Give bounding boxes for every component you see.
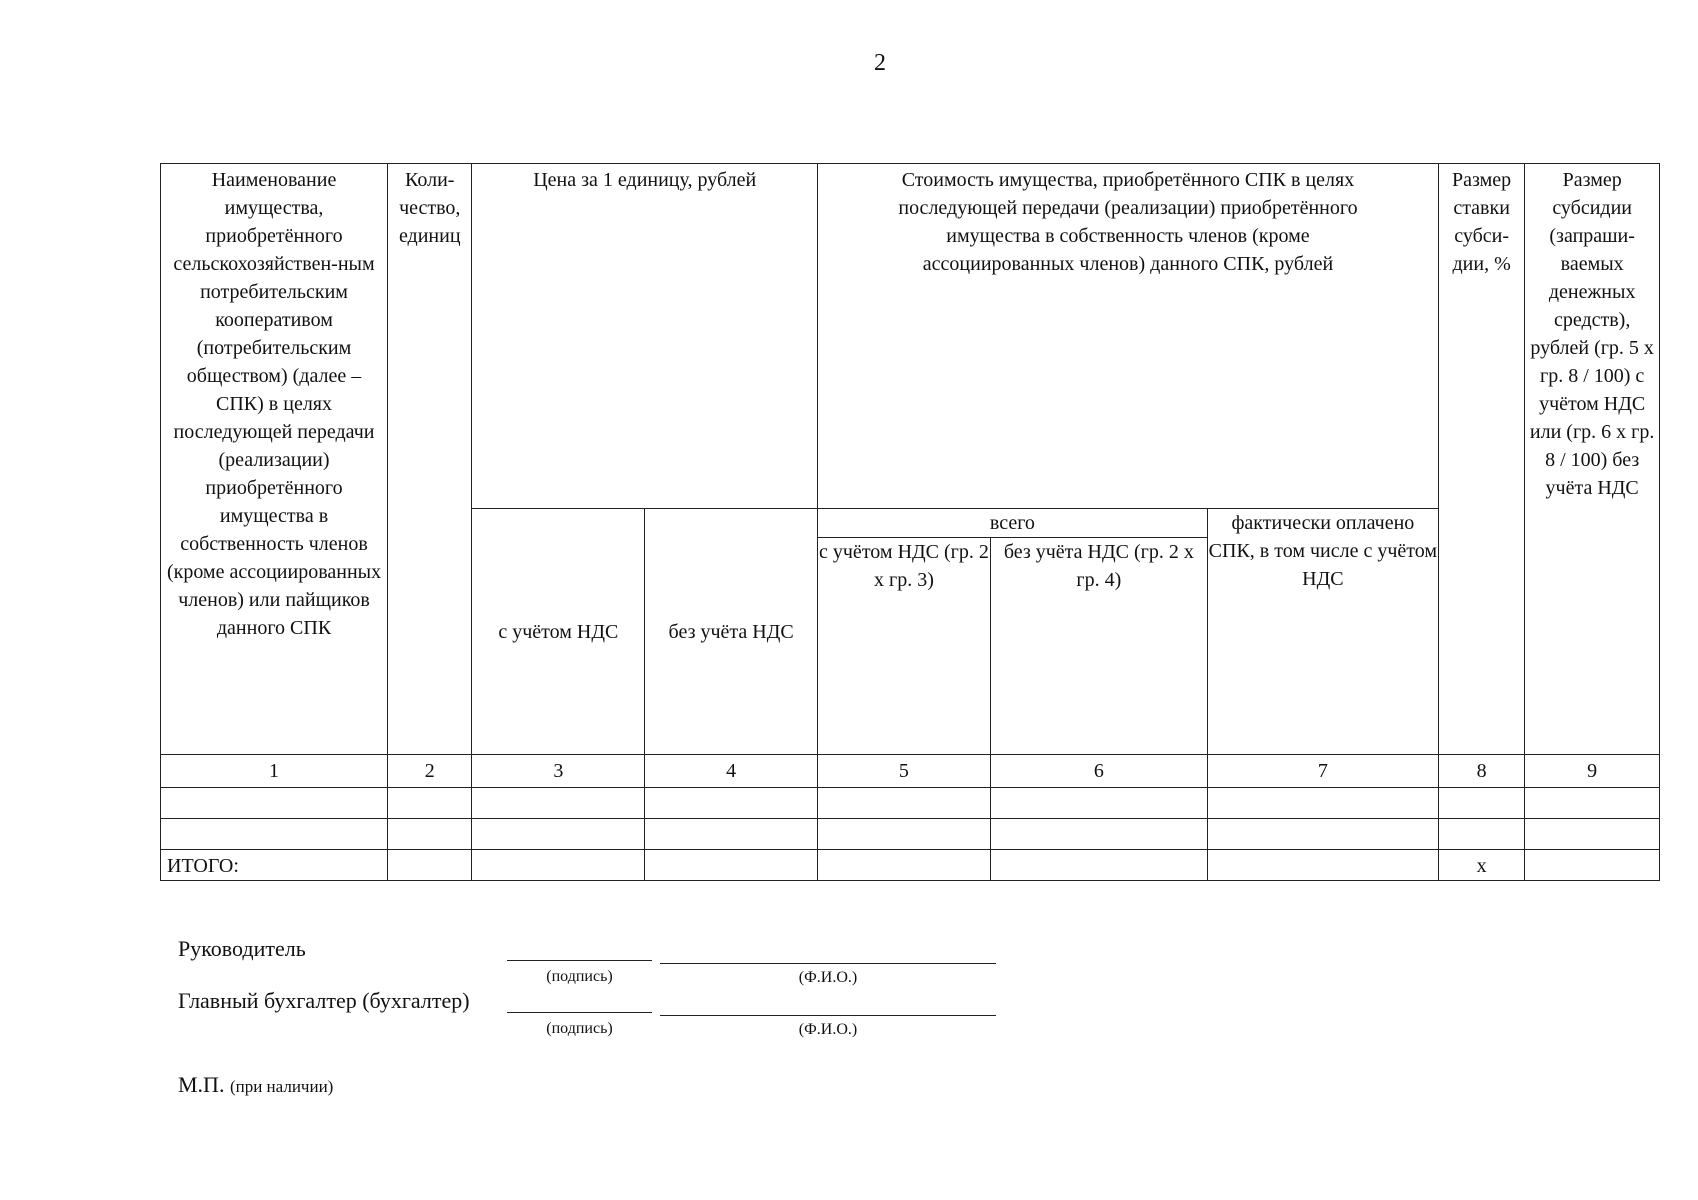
- column-number: 8: [1438, 755, 1524, 788]
- header-col3: с учётом НДС: [472, 509, 645, 755]
- header-col8: Размер ставки субси-дии, %: [1438, 164, 1524, 755]
- total-cell[interactable]: [1525, 850, 1660, 881]
- header-col7: фактически оплачено СПК, в том числе с учётом НДС: [1207, 509, 1438, 755]
- table-cell[interactable]: [1207, 819, 1438, 850]
- page-number: 2: [874, 50, 886, 76]
- header-col4: без учёта НДС: [645, 509, 818, 755]
- table-cell[interactable]: [990, 788, 1207, 819]
- head-label: Руководитель: [178, 936, 306, 961]
- table-cell[interactable]: [388, 819, 472, 850]
- total-row: [161, 850, 1660, 881]
- column-number: 1: [161, 755, 388, 788]
- header-col5: с учётом НДС (гр. 2 х гр. 3): [818, 538, 991, 755]
- total-label: ИТОГО:: [161, 850, 388, 881]
- column-number: 9: [1525, 755, 1660, 788]
- table-cell[interactable]: [161, 788, 388, 819]
- head-signature-hint: (подпись): [546, 968, 613, 985]
- table-row: [161, 788, 1660, 819]
- column-number: 2: [388, 755, 472, 788]
- accountant-name-line[interactable]: [660, 1015, 996, 1016]
- column-number: 3: [472, 755, 645, 788]
- header-cost-group: Стоимость имущества, приобретённого СПК в целях последующей передачи (реализации) приобретённого имущества в собственность членов (кроме ассоциированных членов) данного СПК, рублей: [818, 164, 1439, 509]
- table-cell[interactable]: [161, 819, 388, 850]
- header-price-group: Цена за 1 единицу, рублей: [472, 164, 818, 509]
- table-cell[interactable]: [1207, 788, 1438, 819]
- header-col2: Коли-чество, единиц: [388, 164, 472, 755]
- total-col8-mark: х: [1438, 850, 1524, 881]
- accountant-signature-hint: (подпись): [546, 1020, 613, 1037]
- table-cell[interactable]: [1525, 788, 1660, 819]
- total-cell[interactable]: [990, 850, 1207, 881]
- table-cell[interactable]: [645, 788, 818, 819]
- stamp-place: [178, 1072, 333, 1098]
- accountant-label: Главный бухгалтер (бухгалтер): [178, 988, 470, 1013]
- table-cell[interactable]: [818, 788, 991, 819]
- header-total-group: всего: [818, 509, 1208, 538]
- table-cell[interactable]: [990, 819, 1207, 850]
- head-name-line[interactable]: [660, 963, 996, 964]
- stamp-label: М.П.: [178, 1072, 225, 1097]
- total-cell[interactable]: [1207, 850, 1438, 881]
- table-cell[interactable]: [645, 819, 818, 850]
- column-number: 6: [990, 755, 1207, 788]
- head-signature-line[interactable]: [507, 960, 652, 961]
- column-number: 7: [1207, 755, 1438, 788]
- table-cell[interactable]: [472, 819, 645, 850]
- table-row: [161, 819, 1660, 850]
- table-cell[interactable]: [472, 788, 645, 819]
- stamp-note: (при наличии): [229, 1077, 334, 1096]
- subsidy-table: [160, 163, 1660, 881]
- header-col6: без учёта НДС (гр. 2 х гр. 4): [990, 538, 1207, 755]
- header-col9: Размер субсидии (запраши-ваемых денежных средств), рублей (гр. 5 х гр. 8 / 100) с учётом НДС или (гр. 6 х гр. 8 / 100) без учёта НДС: [1525, 164, 1660, 755]
- head-name-hint: (Ф.И.О.): [798, 969, 858, 986]
- table-cell[interactable]: [388, 788, 472, 819]
- table-cell[interactable]: [818, 819, 991, 850]
- total-cell[interactable]: [645, 850, 818, 881]
- column-number-row: [161, 755, 1660, 788]
- total-cell[interactable]: [388, 850, 472, 881]
- table-cell[interactable]: [1438, 788, 1524, 819]
- accountant-signature-line[interactable]: [507, 1012, 652, 1013]
- accountant-name-hint: (Ф.И.О.): [798, 1021, 858, 1038]
- total-cell[interactable]: [818, 850, 991, 881]
- header-col1: Наименование имущества, приобретённого сельскохозяйствен-ным потребительским кооперативом (потребительским обществом) (далее – СПК) в целях последующей передачи (реализации) приобретённого имущества в собственность членов (кроме ассоциированных членов) или пайщиков данного СПК: [161, 164, 388, 755]
- total-cell[interactable]: [472, 850, 645, 881]
- table-cell[interactable]: [1438, 819, 1524, 850]
- column-number: 5: [818, 755, 991, 788]
- column-number: 4: [645, 755, 818, 788]
- table-cell[interactable]: [1525, 819, 1660, 850]
